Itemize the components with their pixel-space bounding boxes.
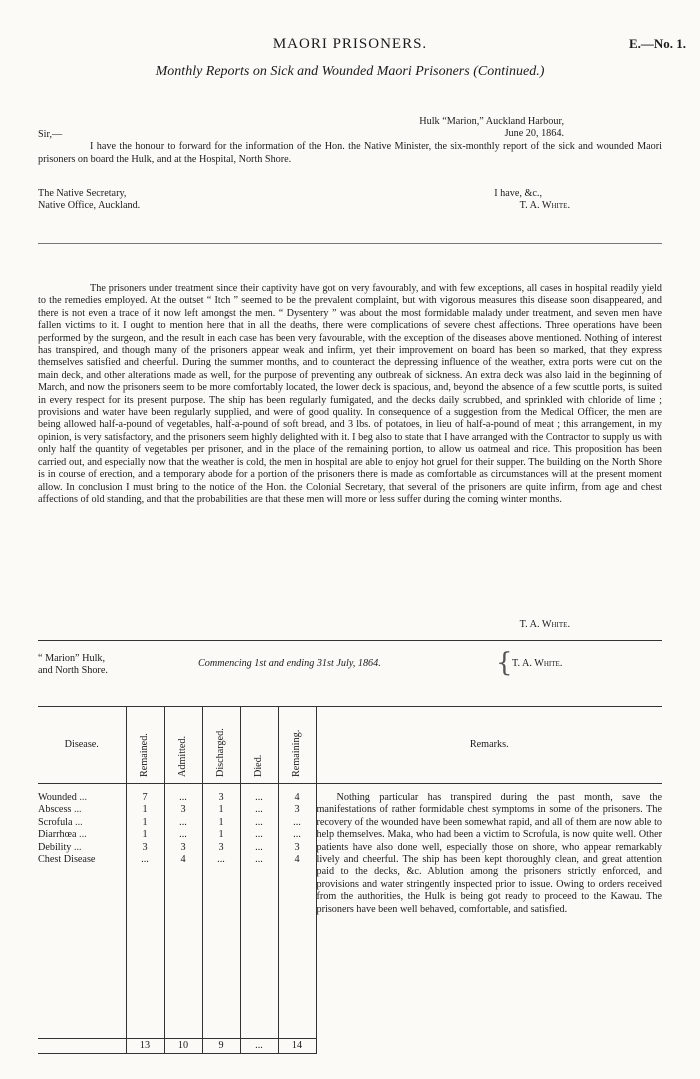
letter-salutation: Sir,—: [38, 128, 63, 140]
col-remarks: Remarks.: [316, 707, 662, 784]
total-remained: 13: [126, 1039, 164, 1054]
addressee-line-2: Native Office, Auckland.: [38, 200, 141, 212]
total-died: ...: [240, 1039, 278, 1054]
table-top-rule: [38, 640, 662, 641]
total-remaining: 14: [278, 1039, 316, 1054]
totals-row: [38, 1039, 662, 1054]
report-paragraph: The prisoners under treatment since their captivity have got on very favourably, and with few exceptions, all cases in hospital readily yield to the remedies employed. At the outset “ Itch ” seemed to be the prevalent complaint, but with vigorous measures this disease soon disappeared, and there is not even a trace of it now left amongst the men. “ Dysentery ” was about the most formidable malady under treatment, and seven men have fallen victims to it. I ought to mention here that in all the deaths, there were complications of severe chest affections. Three operations have been performed by the surgeon, and the result in each case has been very favourable, with the exception of the diseases above mentioned. Nothing of interest has transpired, and though many of the prisoners appear weak and infirm, yet their improvement on board has been so marked, that they express themselves satisfied and cheerful. During the summer months, and to counteract the depressing influence of the weather, extra ports were cut on the main deck, and other alterations made as well, for the purpose of preventing any outbreak of sickness. An extra deck was also laid in the beginning of March, and now the prisoners seem to be more comfortably located, the lower deck is spacious, and, beyond the absence of a few scuttle ports, is suited in every respect for its present purpose. The ship has been regularly fumigated, and the decks daily scrubbed, and sprinkled with chloride of lime ; provisions and water have been regularly supplied, and were of good quality. In consequence of a suggestion from the Medical Officer, the men are being allowed half-a-pound of vegetables, half-a-pound of soft bread, and 3 lbs. of potatoes, in lieu of half-a-pound of meat ; this arrangement, in my opinion, is very satisfactory, and the prisoners seem highly delighted with it. I beg also to state that I have arranged with the Contractor to supply us with only half the quantity of vegetables per prisoner, and in the place of the remaining portion, to allow us oatmeal and rice. This proposition has been carried out, and especially now that the weather is cold, the men in hospital are able to enjoy hot gruel for their supper. The building on the North Shore is in course of erection, and a temporary abode for a portion of the prisoners there is made as comfortable as circumstances will at the present moment allow. In conclusion I must bring to the notice of the Hon. the Colonial Secretary, that several of the prisoners are quite infirm, from age and chest affections of old standing, and that the probabilities are that these men will more or less suffer during the coming winter months.: [38, 283, 662, 505]
section-divider: [38, 243, 662, 244]
letter-date: June 20, 1864.: [504, 128, 564, 140]
col-remained: Remained.: [126, 707, 164, 784]
table-row: Abscess ... 1 3 1 ... 3: [38, 804, 662, 816]
table-row: Scrofula ... 1 ... 1 ... ...: [38, 817, 662, 829]
letter-close: I have, &c.,: [494, 188, 542, 199]
table-officer: T. A. White.: [512, 658, 563, 669]
letter-address: Hulk “Marion,” Auckland Harbour,: [419, 116, 564, 127]
remarks-cell: [316, 784, 662, 1039]
letter-closing: [38, 188, 662, 213]
brace-icon: {: [496, 648, 513, 678]
cover-letter: [38, 116, 662, 166]
table-row: Chest Disease ... 4 ... ... 4: [38, 854, 662, 866]
location-line-2: and North Shore.: [38, 665, 108, 677]
addressee-line-1: The Native Secretary,: [38, 188, 127, 199]
document-subtitle: Monthly Reports on Sick and Wounded Maori Prisoners (Continued.): [155, 64, 545, 79]
sick-report-table: [38, 706, 662, 1054]
report-signature: T. A. White.: [519, 619, 570, 630]
col-discharged: Discharged.: [202, 707, 240, 784]
table-row: Diarrhœa ... 1 ... 1 ... ...: [38, 829, 662, 841]
table-row: Debility ... 3 3 3 ... 3: [38, 842, 662, 854]
letter-signature: T. A. White.: [519, 200, 570, 212]
remarks-text: Nothing particular has transpired during the past month, save the manifestations of rather formidable chest symptoms in some of the prisoners. The recovery of the wounded have been somewhat rapid, and all of them are now able to help themselves. Maka, who had been a victim to Scrofula, is now quite well. Other patients have also done well, especially those on shore, who appear remarkably lively and cheerful. The ship has been kept thoroughly clean, and great attention paid to the decks, &c. Ablution among the prisoners strictly enforced, and provisions and water stringently inspected prior to issue. Owing to orders received from the authorities, the Hulk is being got ready to proceed to the Kawau. The prisoners have been well behaved, comfortable, and satisfied.: [316, 792, 662, 915]
total-discharged: 9: [202, 1039, 240, 1054]
letter-body: I have the honour to forward for the information of the Hon. the Native Minister, the six-monthly report of the sick and wounded Maori prisoners on board the Hulk, and at the Hospital, North Shore.: [38, 141, 662, 165]
document-title: MAORI PRISONERS.: [272, 36, 428, 52]
table-header-row: [38, 707, 662, 784]
col-died: Died.: [240, 707, 278, 784]
col-remaining: Remaining.: [278, 707, 316, 784]
report-body: [38, 283, 662, 506]
col-admitted: Admitted.: [164, 707, 202, 784]
table-location: [38, 653, 148, 678]
total-admitted: 10: [164, 1039, 202, 1054]
location-line-1: “ Marion” Hulk,: [38, 653, 106, 664]
col-disease: Disease.: [38, 707, 126, 784]
table-period: Commencing 1st and ending 31st July, 1864.: [198, 658, 381, 669]
page-reference: E.—No. 1.: [628, 36, 686, 51]
table-row: Wounded ... 7 ... 3 ... 4 Nothing particular has transpired during the past month, save the manifestations of rather formidable chest symptoms in some of the prisoners. The recovery of the wounded have been somewhat rapid, and all of them are now able to help themselves. Maka, who had been a victim to Scrofula, is now quite well. Other patients have also done well, especially those on shore, who appear remarkably lively and cheerful. The ship has been kept thoroughly clean, and great attention paid to the decks, &c. Ablution among the prisoners strictly enforced, and provisions and water stringently inspected prior to issue. Owing to orders received from the authorities, the Hulk is being got ready to proceed to the Kawau. The prisoners have been well behaved, comfortable, and satisfied.: [38, 784, 662, 805]
